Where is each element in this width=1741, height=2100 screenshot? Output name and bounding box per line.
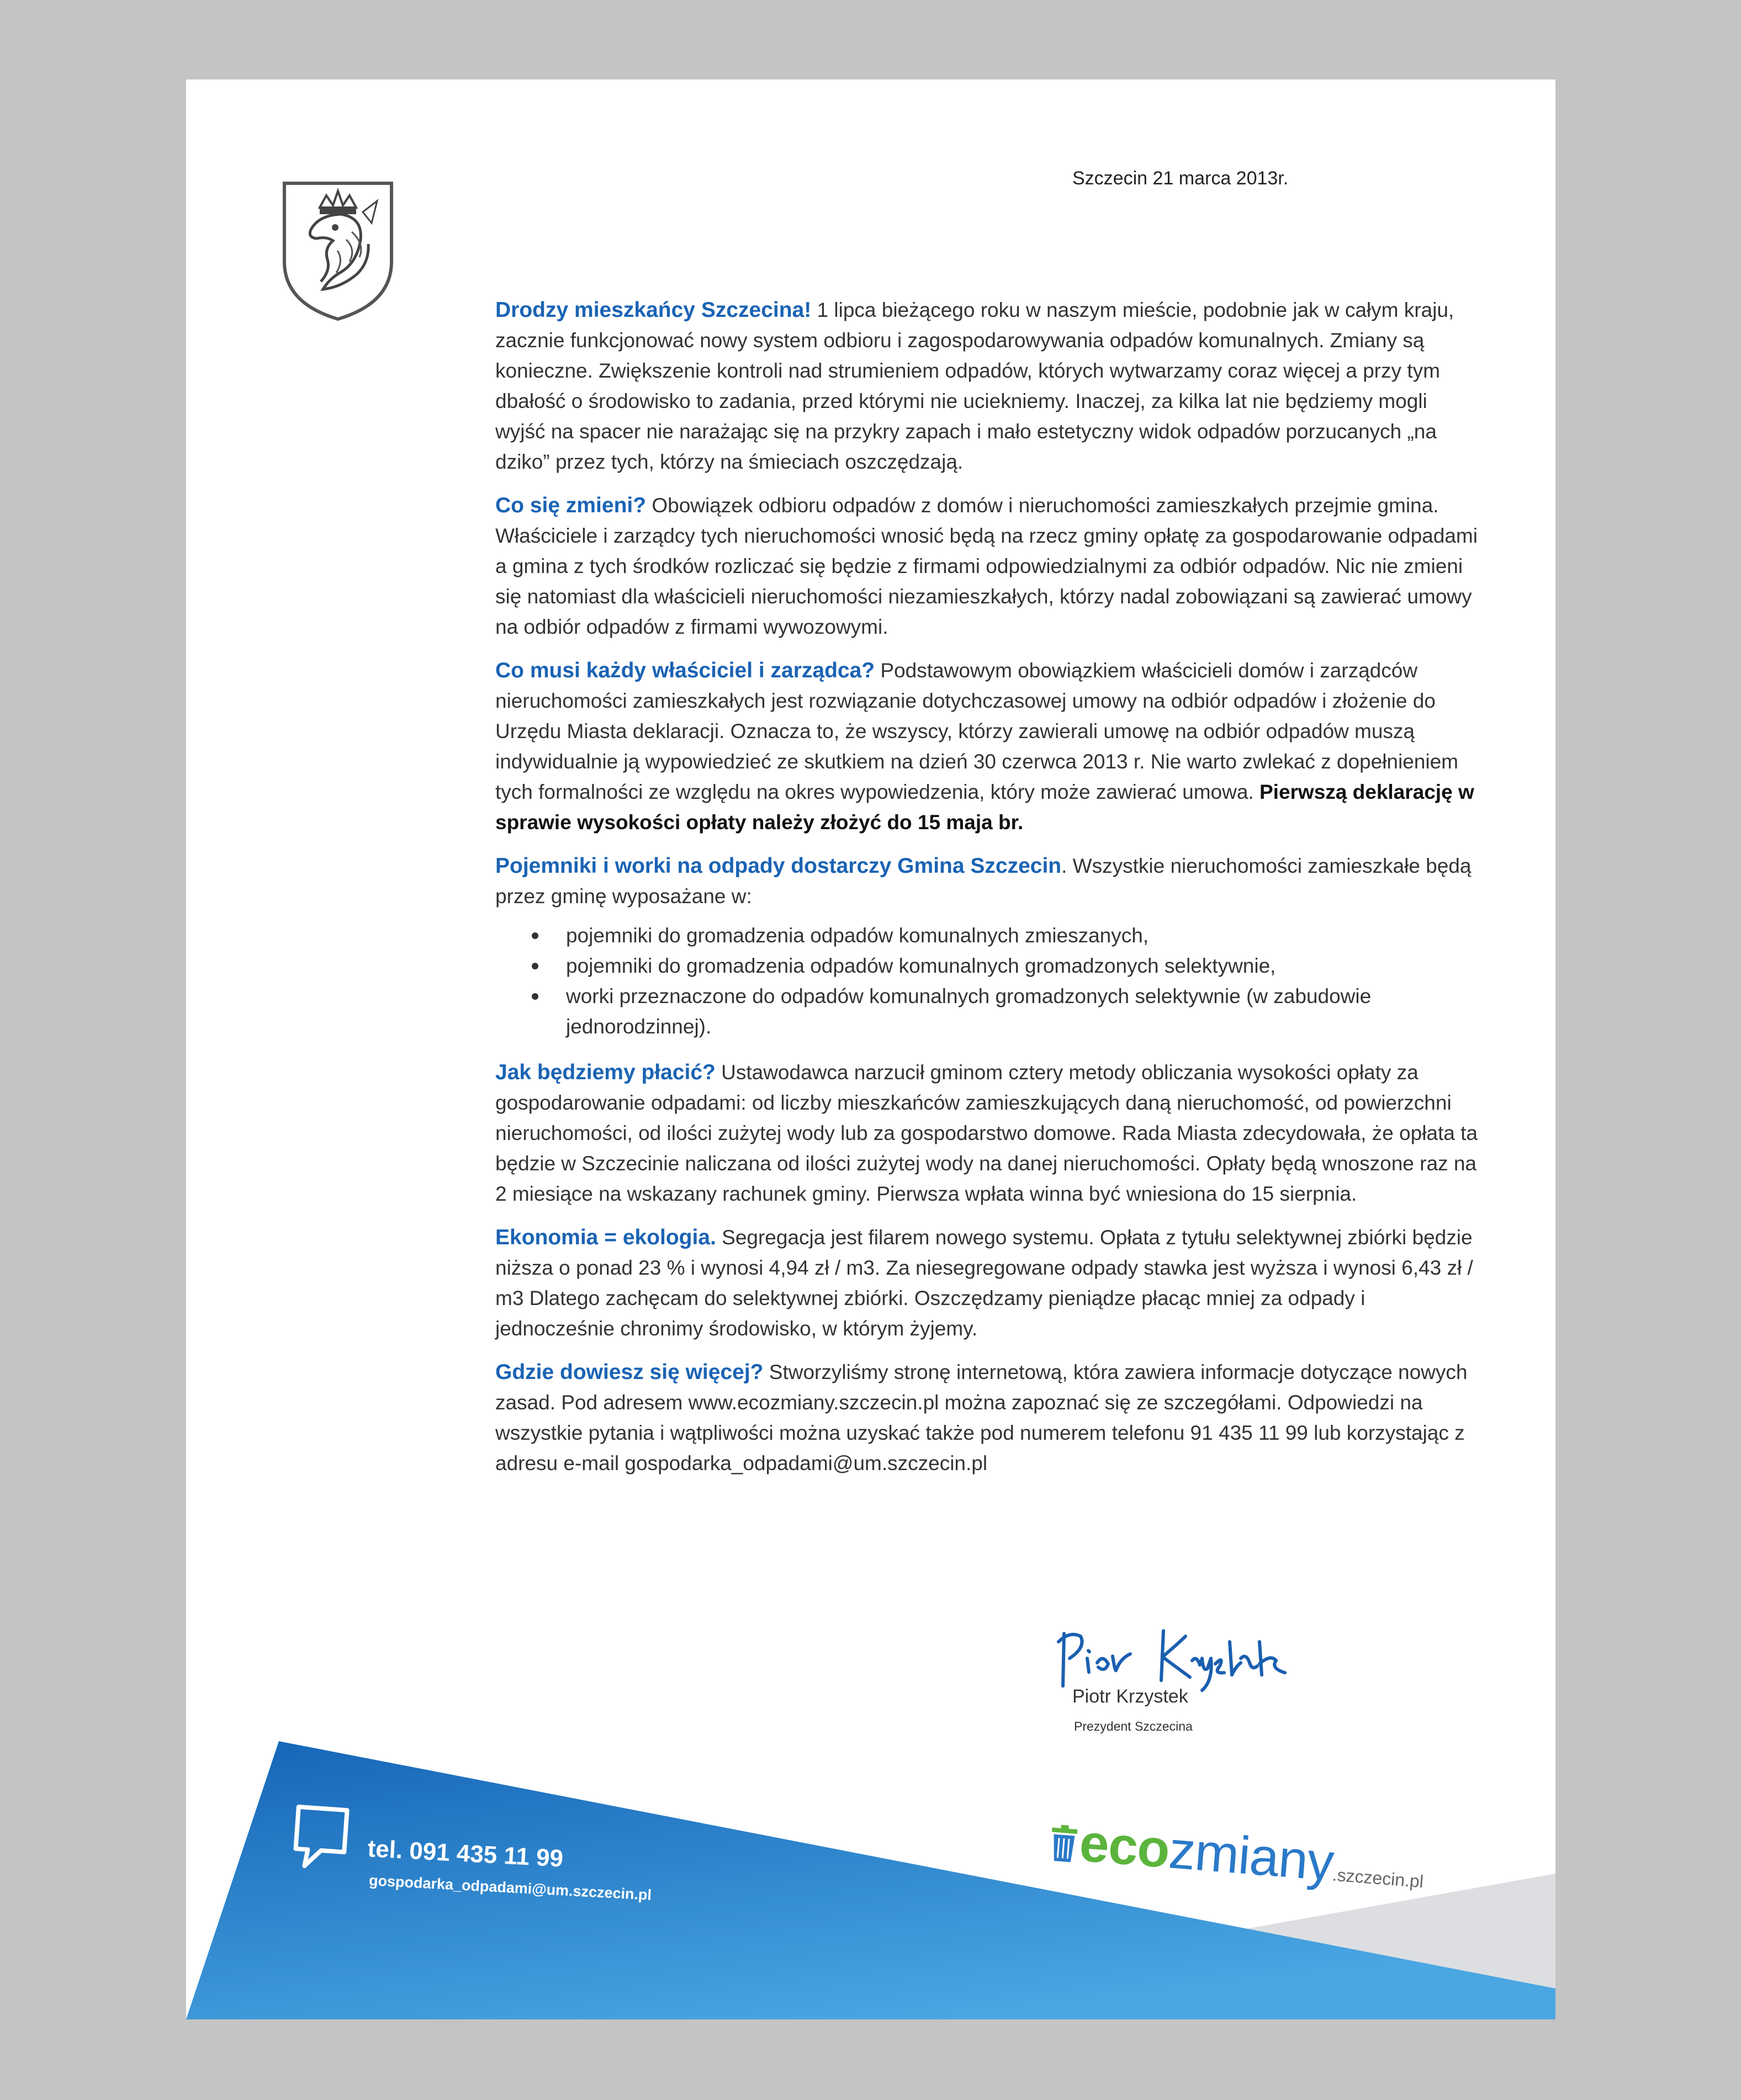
list-item: worki przeznaczone do odpadów komunalnych gromadzonych selektywnie (w zabudowie jednorodzinnej). [495,981,1478,1042]
section-heading: Gdzie dowiesz się więcej? [495,1360,764,1384]
section-heading: Ekonomia = ekologia. [495,1226,716,1249]
list-item: pojemniki do gromadzenia odpadów komunalnych gromadzonych selektywnie, [495,951,1478,981]
logo-domain: .szczecin.pl [1331,1864,1425,1892]
letter-date: Szczecin 21 marca 2013r. [1072,168,1289,189]
footer-phone: tel. 091 435 11 99 [367,1835,564,1873]
section-heading: Co musi każdy właściciel i zarządca? [495,659,875,682]
footer-band [186,79,1555,2019]
section-text: . Wszystkie nieruchomości zamieszkałe będą przez gminę wyposażane w: [495,855,1472,908]
section-text: Stworzyliśmy stronę internetową, która zawiera informacje dotyczące nowych zasad. Pod adresem www.ecozmiany.szczecin.pl można zapoznać się ze szczegółami. Odpowiedzi na wszystkie pytania i wątpliwości można uzyskać także pod numerem telefonu 91 435 11 99 lub korzystając z adresu e-mail gospodarka_odpadami@um.szczecin.pl [495,1361,1468,1475]
section-text: Obowiązek odbioru odpadów z domów i nieruchomości zamieszkałych przejmie gmina. Właściciele i zarządcy tych nieruchomości wnosić będą na rzecz gminy opłatę za gospodarowanie odpadami a gmina z tych środków rozliczać się będzie z firmami odpowiedzialnymi za odbiór odpadów. Nic nie zmieni się natomiast dla właścicieli nieruchomości niezamieszkałych, którzy nadal zobowiązani są zawierać umowy na odbiór odpadów z firmami wywozowymi. [495,494,1478,638]
trash-bin-icon [1046,1823,1081,1864]
section-emphasis: Pierwszą deklarację w sprawie wysokości opłaty należy złożyć do 15 maja br. [495,781,1474,834]
logo-zmiany: zmiany [1167,1820,1336,1892]
logo-eco: eco [1077,1813,1172,1879]
footer-email: gospodarka_odpadami@um.szczecin.pl [368,1872,652,1903]
section-text: Ustawodawca narzucił gminom cztery metody obliczania wysokości opłaty za gospodarowanie odpadami: od liczby mieszkańców zamieszkujących daną nieruchomość, od powierzchni nieruchomości, od ilości zużytej wody lub za gospodarstwo domowe. Rada Miasta zdecydowała, że opłata ta będzie w Szczecinie naliczana od ilości zużytej wody na danej nieruchomości. Opłaty będą wnoszone raz na 2 miesiące na wskazany rachunek gminy. Pierwsza wpłata winna być wniesiona do 15 sierpnia. [495,1061,1478,1205]
speech-bubble-icon [291,1802,352,1874]
list-item: pojemniki do gromadzenia odpadów komunalnych zmieszanych, [495,920,1478,951]
section-text: Podstawowym obowiązkiem właścicieli domów i zarządców nieruchomości zamieszkałych jest rozwiązanie dotychczasowej umowy na odbiór odpadów i złożenie do Urzędu Miasta deklaracji. Oznacza to, że wszyscy, którzy zawierali umowę na odbiór odpadów muszą indywidualnie ją wypowiedzieć ze skutkiem na dzień 30 czerwca 2013 r. Nie warto zwlekać z dopełnieniem tych formalności ze względu na okres wypowiedzenia, który może zawierać umowa. [495,659,1458,803]
section-text: 1 lipca bieżącego roku w naszym mieście, podobnie jak w całym kraju, zacznie funkcjonować nowy system odbioru i zagospodarowywania odpadów komunalnych. Zmiany są konieczne. Zwiększenie kontroli nad strumieniem odpadów, których wytwarzamy coraz więcej a przy tym dbałość o środowisko to zadania, przed którymi nie uciekniemy. Inaczej, za kilka lat nie będziemy mogli wyjść na spacer nie narażając się na przykry zapach i mało estetyczny widok odpadów porzucanych „na dziko” przez tych, którzy na śmieciach oszczędzają. [495,299,1454,473]
section-heading: Co się zmieni? [495,494,647,517]
section-heading: Pojemniki i worki na odpady dostarczy Gmina Szczecin [495,854,1062,878]
section-heading: Jak będziemy płacić? [495,1060,716,1084]
section-heading: Drodzy mieszkańcy Szczecina! [495,298,812,322]
section-text: Segregacja jest filarem nowego systemu. Opłata z tytułu selektywnej zbiórki będzie niższa o ponad 23 % i wynosi 4,94 zł / m3. Za niesegregowane odpady stawka jest wyższa i wynosi 6,43 zł / m3 Dlatego zachęcam do selektywnej zbiórki. Oszczędzamy pieniądze płacąc mniej za odpady i jednocześnie chronimy środowisko, w którym żyjemy. [495,1226,1473,1340]
signer-name: Piotr Krzystek [1072,1686,1188,1707]
letter-sheet [186,79,1555,2019]
signer-role: Prezydent Szczecina [1074,1719,1193,1733]
